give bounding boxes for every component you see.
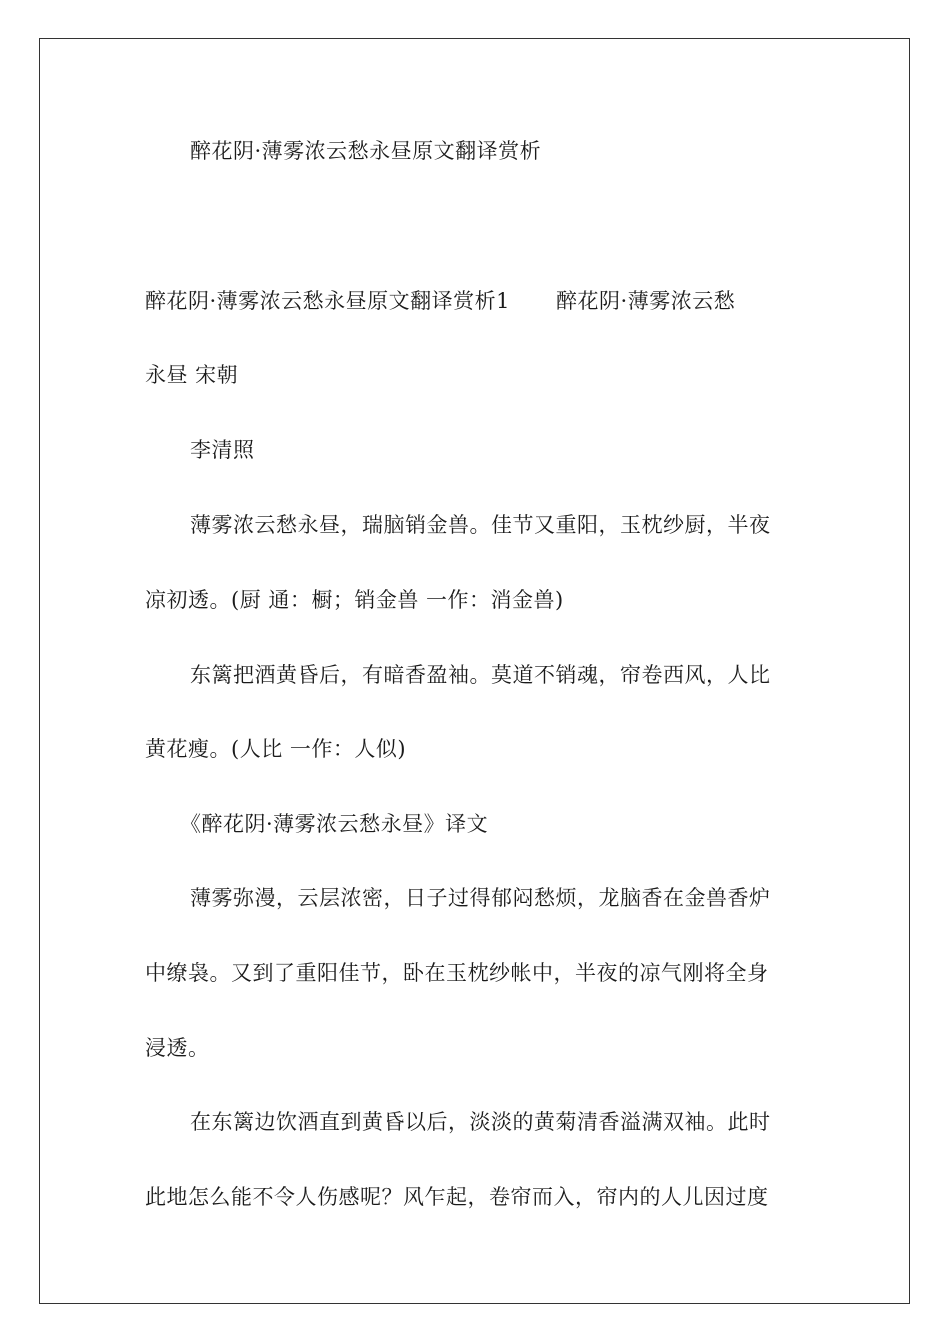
translation-p1-line1: 薄雾弥漫，云层浓密，日子过得郁闷愁烦，龙脑香在金兽香炉 xyxy=(190,886,771,910)
poem-stanza2-line2: 黄花瘦。(人比 一作：人似) xyxy=(145,737,407,761)
poem-stanza1-line2: 凉初透。(厨 通：橱；销金兽 一作：消金兽) xyxy=(145,588,564,612)
translation-p2-line1: 在东篱边饮酒直到黄昏以后，淡淡的黄菊清香溢满双袖。此时 xyxy=(190,1110,771,1134)
section-heading: 醉花阴·薄雾浓云愁永昼原文翻译赏析1 xyxy=(145,289,511,313)
poem-stanza2-line1: 东篱把酒黄昏后，有暗香盈袖。莫道不销魂，帘卷西风，人比 xyxy=(190,663,771,687)
translation-p2-line2: 此地怎么能不令人伤感呢？风乍起，卷帘而入，帘内的人儿因过度 xyxy=(145,1185,769,1209)
poem-stanza1-line1: 薄雾浓云愁永昼，瑞脑销金兽。佳节又重阳，玉枕纱厨，半夜 xyxy=(190,513,771,537)
poem-title-part1: 醉花阴·薄雾浓云愁 xyxy=(556,289,736,313)
poem-title-part2: 永昼 宋朝 xyxy=(145,363,239,387)
translation-p1-line3: 浸透。 xyxy=(145,1036,210,1060)
document-title: 醉花阴·薄雾浓云愁永昼原文翻译赏析 xyxy=(190,139,542,163)
translation-heading: 《醉花阴·薄雾浓云愁永昼》译文 xyxy=(180,812,489,836)
translation-p1-line2: 中缭袅。又到了重阳佳节，卧在玉枕纱帐中，半夜的凉气刚将全身 xyxy=(145,961,769,985)
section-heading-line xyxy=(145,286,795,316)
poem-author: 李清照 xyxy=(190,438,255,462)
